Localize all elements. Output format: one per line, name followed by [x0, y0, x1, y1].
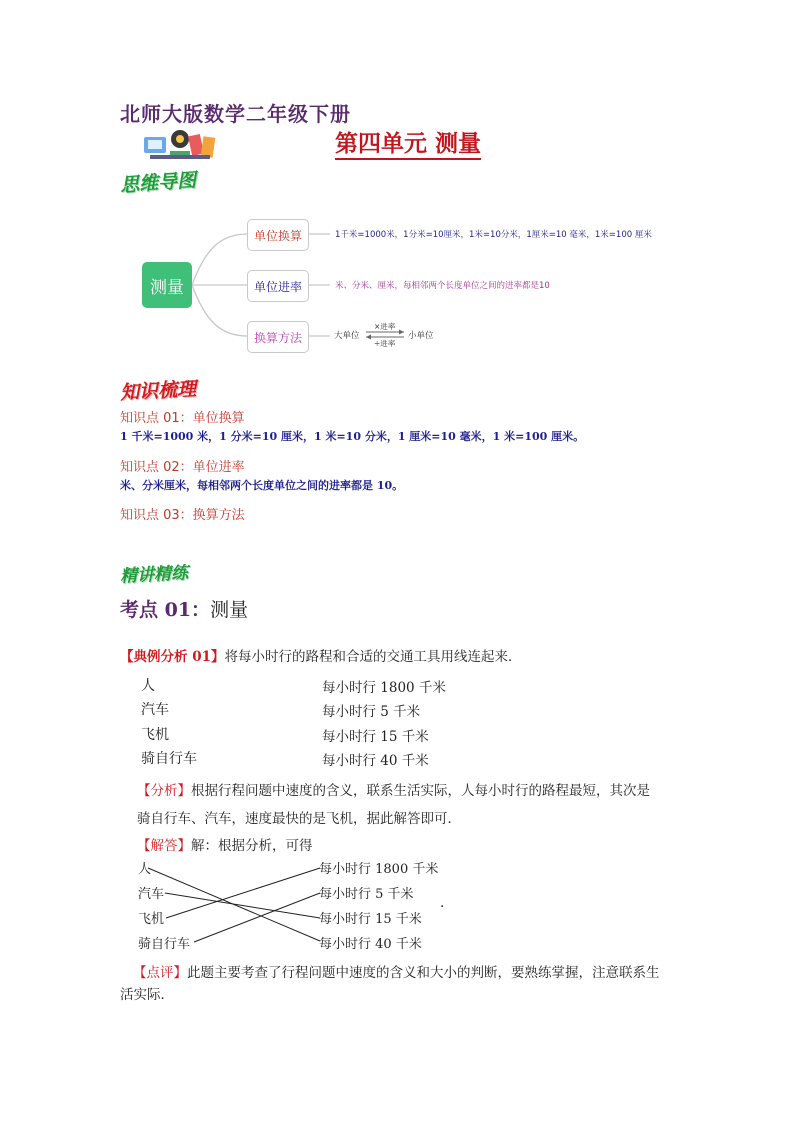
answer-right-item: 每小时行 1800 千米	[319, 862, 439, 877]
knowledge-point-text: 1 千米=1000 米，1 分米=10 厘米，1 米=10 分米，1 厘米=10 毫米，1 米=100 厘米。	[120, 430, 585, 443]
mindmap-leaf-rate: 米、分米、厘米，每相邻两个长度单位之间的进率都是10	[335, 281, 550, 291]
mindmap-leaf-conversions: 1千米=1000米，1分米=10厘米，1米=10分米，1厘米=10 毫米，1米=100 厘米	[335, 230, 652, 240]
answer-right-item: 每小时行 5 千米	[319, 887, 414, 902]
answer-right-item: 每小时行 15 千米	[319, 912, 422, 927]
mindmap-leaf-big-unit: 大单位	[334, 331, 360, 341]
right-item: 每小时行 40 千米	[322, 753, 429, 769]
analysis-tag: 【分析】	[137, 783, 191, 799]
example-tag: 【典例分析 01】	[120, 649, 225, 665]
right-item: 每小时行 5 千米	[322, 704, 421, 720]
line-plane-to-1800km	[166, 868, 320, 918]
right-item: 每小时行 1800 千米	[322, 680, 446, 696]
mindmap-leaf-times-rate: ×进率	[374, 322, 396, 331]
answer-left-item: 人	[138, 862, 152, 877]
left-item: 汽车	[141, 702, 169, 718]
unit-title: 第四单元 测量	[335, 130, 481, 160]
left-item: 骑自行车	[141, 751, 197, 767]
mindmap-root: 测量	[142, 262, 192, 308]
answer-period: .	[440, 895, 445, 911]
practice-heading: 精讲精练	[119, 563, 189, 587]
answer-left-item: 骑自行车	[138, 937, 191, 952]
comment-line	[133, 961, 660, 981]
comment-tag: 【点评】	[133, 965, 187, 981]
mindmap-heading: 思维导图	[119, 169, 197, 197]
answer-left-item: 飞机	[138, 912, 165, 927]
mindmap-node-unit-rate: 单位进率	[247, 270, 309, 302]
mindmap-leaf-small-unit: 小单位	[408, 331, 434, 341]
left-item: 人	[141, 678, 155, 694]
exam-point-topic: 测量	[210, 599, 249, 621]
answer-text: 解：根据分析，可得	[191, 838, 313, 854]
analysis-text: 根据行程问题中速度的含义，联系生活实际，人每小时行的路程最短，其次是	[191, 783, 650, 799]
knowledge-point-label: 知识点 02：单位进率	[120, 460, 245, 475]
comment-text: 此题主要考查了行程问题中速度的含义和大小的判断，要熟练掌握，注意联系生	[187, 965, 660, 981]
exam-point-prefix: 考点 01：	[120, 599, 211, 621]
left-item: 飞机	[141, 727, 169, 743]
example-text: 将每小时行的路程和合适的交通工具用线连起来．	[224, 649, 522, 665]
knowledge-point-label: 知识点 03：换算方法	[120, 508, 245, 523]
mindmap-node-conversion-method: 换算方法	[247, 321, 309, 353]
answer-tag: 【解答】	[137, 838, 191, 854]
answer-right-item: 每小时行 40 千米	[319, 937, 422, 952]
mindmap-node-unit-conversion: 单位换算	[247, 219, 309, 251]
mindmap-leaf-divide-rate: ÷进率	[374, 339, 396, 348]
knowledge-point-text: 米、分米厘米，每相邻两个长度单位之间的进率都是 10。	[120, 479, 404, 492]
knowledge-heading: 知识梳理	[119, 378, 197, 404]
line-car-to-40km	[165, 893, 320, 918]
answer-left-item: 汽车	[138, 887, 165, 902]
analysis-line-2: 骑自行车、汽车，速度最快的是飞机，据此解答即可．	[137, 811, 461, 827]
knowledge-point-label: 知识点 01：单位换算	[120, 411, 245, 426]
comment-line-2: 活实际．	[120, 987, 174, 1003]
book-title: 北师大版数学二年级下册	[120, 102, 351, 126]
right-item: 每小时行 15 千米	[322, 729, 429, 745]
